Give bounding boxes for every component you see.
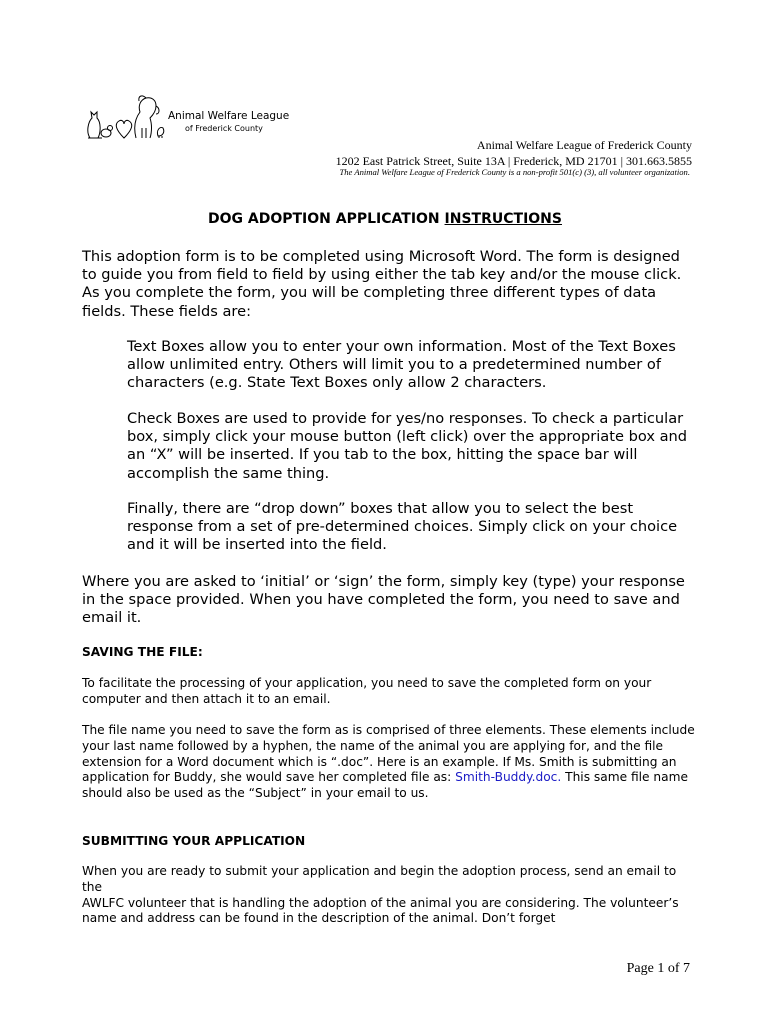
page-number: Page 1 of 7: [626, 961, 690, 976]
organization-name: Animal Welfare League of Frederick County: [476, 138, 692, 152]
saving-paragraph-1: To facilitate the processing of your application, you need to save the completed form on your computer and then attach it to an email.: [82, 676, 652, 706]
submitting-line-1: When you are ready to submit your application and begin the adoption process, send an email to the: [82, 864, 677, 894]
logo-name: Animal Welfare League: [168, 110, 290, 122]
organization-note: The Animal Welfare League of Frederick County is a non-profit 501(c) (3), all volunteer organization.: [339, 167, 690, 177]
example-filename: Smith-Buddy.doc.: [455, 770, 562, 785]
submitting-line-2: AWLFC volunteer that is handling the adoption of the animal you are considering. The volunteer’s name and address can be found in the description of the animal. Don’t forget: [82, 895, 679, 926]
text-boxes-paragraph: Text Boxes allow you to enter your own information. Most of the Text Boxes allow unlimited entry. Others will limit you to a predetermined number of characters (e.g. State Text Boxes only allow 2 characters.: [127, 338, 676, 392]
logo-subtitle: of Frederick County: [185, 124, 263, 133]
drop-down-paragraph: Finally, there are “drop down” boxes that allow you to select the best response from a set of pre-determined choices. Simply click on your choice and it will be inserted into the field.: [127, 500, 678, 554]
saving-paragraph-2: [82, 723, 697, 802]
animals-logo-icon: [84, 92, 166, 142]
saving-heading: SAVING THE FILE:: [82, 645, 203, 659]
submitting-heading: SUBMITTING YOUR APPLICATION: [82, 834, 306, 848]
check-boxes-paragraph: Check Boxes are used to provide for yes/no responses. To check a particular box, simply click your mouse button (left click) over the appropriate box and an “X” will be inserted. If you tab to the box, hitting the space bar will accomplish the same thing.: [127, 410, 688, 482]
title-underlined: INSTRUCTIONS: [444, 211, 562, 227]
title-main: DOG ADOPTION APPLICATION: [208, 211, 445, 227]
initial-paragraph: Where you are asked to ‘initial’ or ‘sign’ the form, simply key (type) your response in the space provided. When you have completed the form, you need to save and email it.: [82, 573, 685, 627]
saving-text-after: This same file name should also be used as the “Subject” in your email to us.: [82, 770, 688, 801]
organization-logo: [84, 92, 290, 142]
submitting-paragraph: [82, 864, 697, 927]
page-title: [0, 211, 770, 227]
intro-paragraph: This adoption form is to be completed using Microsoft Word. The form is designed to guide you from field to field by using either the tab key and/or the mouse click. As you complete the form, you will be completing three different types of data fields. These fields are:: [82, 248, 682, 320]
saving-text-before: The file name you need to save the form as is comprised of three elements. These elements include your last name followed by a hyphen, the name of the animal you are applying for, and the file extension for a Word document which is “.doc”. Here is an example. If Ms. Smith is submitting an application for Buddy, she would save her completed file as:: [82, 723, 695, 785]
organization-address: 1202 East Patrick Street, Suite 13A | Frederick, MD 21701 | 301.663.5855: [335, 154, 692, 168]
